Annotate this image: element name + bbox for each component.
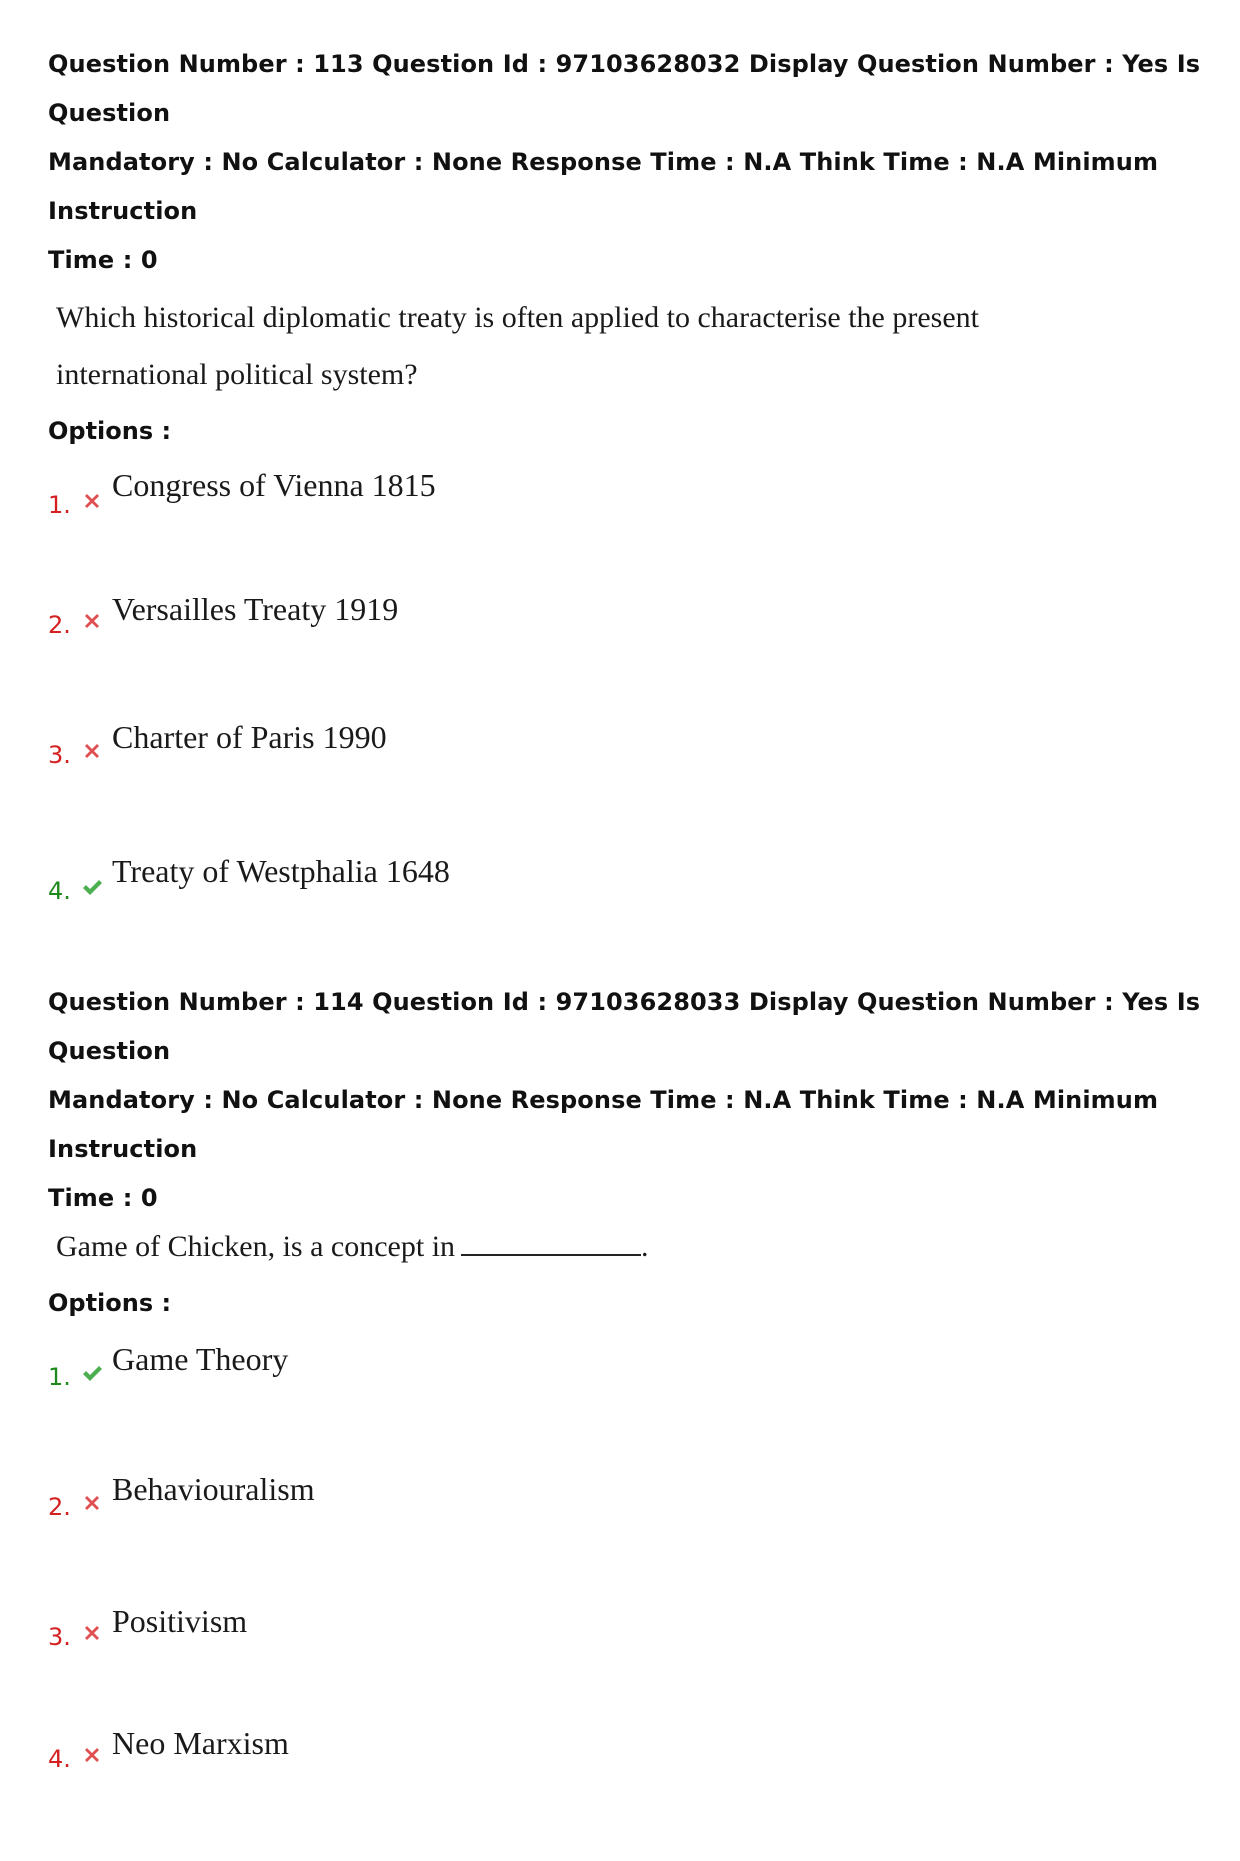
cross-icon — [80, 739, 104, 763]
option-3 — [48, 1601, 1208, 1731]
option-2 — [48, 1471, 1208, 1601]
option-text: Neo Marxism — [112, 1725, 289, 1761]
question-113 — [48, 40, 1208, 987]
option-number: 1. — [48, 491, 71, 519]
option-text: Charter of Paris 1990 — [112, 719, 387, 755]
question-meta-line: Question Number : 114 Question Id : 97103628033 Display Question Number : Yes Is Question — [48, 988, 1201, 1065]
option-number: 2. — [48, 1493, 71, 1521]
cross-icon — [80, 609, 104, 633]
option-1 — [48, 1341, 1208, 1471]
check-icon — [80, 875, 104, 899]
question-text: international political system? — [56, 358, 418, 391]
option-text: Game Theory — [112, 1341, 289, 1377]
option-text: Positivism — [112, 1603, 248, 1639]
question-meta-line: Question Number : 113 Question Id : 97103628032 Display Question Number : Yes Is Question — [48, 50, 1201, 127]
question-text: Which historical diplomatic treaty is often applied to characterise the present — [56, 301, 979, 334]
question-114 — [48, 978, 1208, 1861]
cross-icon — [80, 1621, 104, 1645]
option-text: Congress of Vienna 1815 — [112, 467, 436, 503]
option-number: 4. — [48, 1745, 71, 1773]
option-4 — [48, 853, 1208, 987]
option-number: 1. — [48, 1363, 71, 1391]
cross-icon — [80, 489, 104, 513]
option-4 — [48, 1725, 1208, 1861]
option-1 — [48, 467, 1208, 597]
question-meta-line: Time : 0 — [48, 1184, 158, 1212]
question-text-suffix: . — [641, 1230, 649, 1263]
option-text: Versailles Treaty 1919 — [112, 591, 399, 627]
check-icon — [80, 1361, 104, 1385]
question-text — [56, 1223, 1208, 1271]
option-2 — [48, 591, 1208, 727]
cross-icon — [80, 1743, 104, 1767]
cross-icon — [80, 1491, 104, 1515]
option-3 — [48, 719, 1208, 857]
options-label: Options : — [48, 417, 172, 445]
option-number: 3. — [48, 1623, 71, 1651]
option-number: 3. — [48, 741, 71, 769]
option-text: Behaviouralism — [112, 1471, 315, 1507]
question-meta-line: Mandatory : No Calculator : None Response Time : N.A Think Time : N.A Minimum Instruction — [48, 1086, 1159, 1163]
option-number: 2. — [48, 611, 71, 639]
options-label: Options : — [48, 1289, 172, 1317]
question-meta-line: Mandatory : No Calculator : None Response Time : N.A Think Time : N.A Minimum Instruction — [48, 148, 1159, 225]
option-number: 4. — [48, 877, 71, 905]
question-meta-line: Time : 0 — [48, 246, 158, 274]
option-text: Treaty of Westphalia 1648 — [112, 853, 450, 889]
answer-blank — [461, 1224, 641, 1256]
question-text-main: Game of Chicken, is a concept in — [56, 1230, 456, 1263]
